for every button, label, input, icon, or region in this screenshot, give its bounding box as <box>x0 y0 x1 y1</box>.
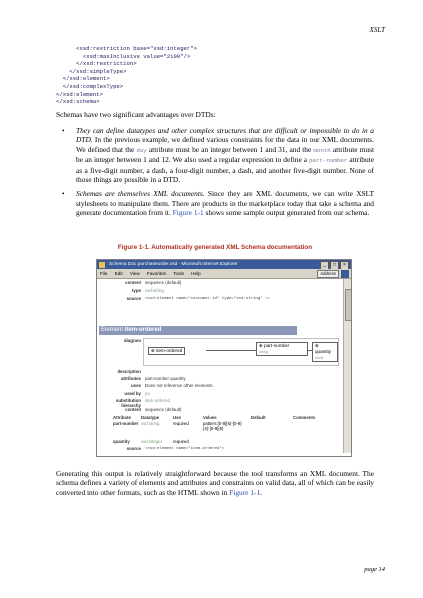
ie-logo-icon <box>341 270 349 278</box>
window-title: Schema Doc purchaseorder.xsd - Microsoft Internet Explorer <box>109 262 238 267</box>
figure-link[interactable]: Figure 1-1 <box>172 208 204 218</box>
cell-datatype[interactable]: xsd:string <box>141 421 160 426</box>
attributes-table <box>103 415 339 445</box>
code-line: </xsd:schema> <box>56 98 100 106</box>
element-header <box>99 326 297 335</box>
bullet-text: attribute as a five-digit number, a dash, a four-digit number, a dash, and another five-digit number. None of those things are possible in a DTD. <box>76 155 374 185</box>
bullet-datatypes <box>56 126 374 184</box>
code-listing <box>56 45 197 106</box>
page-number: page 14 <box>364 566 385 573</box>
menu-bar <box>97 269 351 279</box>
bullet-text: Since they are XML documents, we can write XSLT stylesheets to manipulate them. There are products in the marketplace today that take a schema and generate documentation from it. <box>76 189 374 218</box>
diagram-node[interactable] <box>312 342 338 362</box>
diagram-node-type: short <box>315 356 323 360</box>
window-titlebar <box>97 260 351 269</box>
code-line: </xsd:simpleType> <box>56 67 127 75</box>
row-label: diagram <box>123 338 141 343</box>
row-label: source <box>126 446 141 451</box>
bullet-lead: Schemas are themselves XML documents. <box>76 189 205 199</box>
code-line: </xsd:complexType> <box>56 82 124 90</box>
inline-code: part-number <box>309 157 348 165</box>
minimize-icon[interactable]: _ <box>320 261 329 270</box>
figure-screenshot <box>96 259 352 457</box>
close-icon[interactable]: × <box>340 261 349 270</box>
figure-link[interactable]: Figure 1-1 <box>229 487 261 497</box>
menu-help[interactable]: Help <box>191 271 201 276</box>
diagram-connector <box>206 350 256 351</box>
col-values: Values <box>203 415 217 420</box>
bullet-text: attribute must be an integer between 1 and 31, and the <box>146 144 314 154</box>
code-line: </xsd:element> <box>56 90 103 98</box>
row-value: <xsd:element name="item-ordered"> <box>145 447 225 451</box>
row-value: Does not reference other elements. <box>145 383 214 388</box>
row-value[interactable]: po <box>145 391 150 396</box>
vertical-scrollbar[interactable] <box>343 279 351 453</box>
element-prefix: Element <box>101 327 124 333</box>
col-use: Use <box>173 415 181 420</box>
advantages-list <box>56 126 374 223</box>
row-label: substitution hierarchy <box>115 398 141 408</box>
inline-code: month <box>313 146 331 154</box>
browser-content <box>97 279 351 453</box>
col-default: Default <box>251 415 266 420</box>
browser-icon <box>99 262 105 268</box>
cell-datatype[interactable]: xsd:integer <box>141 439 163 444</box>
row-label: type <box>131 288 141 293</box>
intro-paragraph: Schemas have two significant advantages over DTDs: <box>56 110 216 119</box>
table-row <box>103 421 339 432</box>
col-comments: Comments <box>293 415 316 420</box>
maximize-icon[interactable]: □ <box>330 261 339 270</box>
menu-file[interactable]: File <box>100 271 108 276</box>
bullet-dot-icon: • <box>62 126 65 135</box>
bullet-xml-documents <box>56 189 374 217</box>
diagram-node-name: ⊕ item-ordered <box>151 348 183 353</box>
bullet-text: attribute must be an integer between 1 and 12. We also used a regular expression to define a <box>76 144 374 165</box>
menu-edit[interactable]: Edit <box>114 271 123 276</box>
code-line: </xsd:element> <box>56 75 110 83</box>
col-datatype: Datatype <box>141 415 160 420</box>
cell-values: pattern:[0-9]{5}-[0-9]{4}-[0-9]{5} <box>203 421 242 432</box>
element-diagram <box>143 338 339 366</box>
menu-tools[interactable]: Tools <box>173 271 184 276</box>
bullet-text: shows some sample output generated from our schema. <box>203 208 370 218</box>
row-label: source <box>126 296 141 301</box>
paragraph-text: . <box>260 487 263 497</box>
inline-code: day <box>136 146 147 154</box>
table-row <box>103 439 339 445</box>
address-button[interactable]: Address <box>317 270 339 278</box>
row-value: <xsd:element name="customer-id" type="xsd:string" /> <box>145 297 270 301</box>
row-label: uses <box>130 383 141 388</box>
code-line: <xsd:restriction base="xsd:integer"> <box>56 45 197 52</box>
row-label: content <box>125 280 141 285</box>
row-value[interactable]: item-ordered <box>145 398 170 403</box>
scrollbar-thumb[interactable] <box>345 289 352 321</box>
row-label: attributes <box>120 376 141 381</box>
bullet-lead: They can define datatypes and other complex structures that are difficult or impossible to do in a DTD. <box>76 126 374 145</box>
code-line: <xsd:maxInclusive value="2100"/> <box>56 52 191 60</box>
running-header: XSLT <box>369 26 385 34</box>
row-value: sequence (default) <box>145 280 182 285</box>
element-name: item-ordered <box>124 327 162 333</box>
diagram-node-type: string <box>259 350 268 354</box>
cell-attribute: quantity <box>113 439 130 444</box>
bullet-text: In the previous example, we defined various constraints for the data in our XML documents. We defined that the <box>76 135 374 154</box>
row-label: used by <box>124 391 141 396</box>
row-value: sequence (default) <box>145 407 182 412</box>
bullet-dot-icon: • <box>62 189 65 199</box>
cell-use: required <box>173 439 189 444</box>
diagram-node[interactable] <box>148 347 185 355</box>
col-attribute: Attribute <box>113 415 131 420</box>
menu-view[interactable]: View <box>129 271 140 276</box>
menu-favorites[interactable]: Favorites <box>147 271 166 276</box>
row-label: description <box>117 369 141 374</box>
diagram-node-name: ⊕ quantity <box>315 343 332 354</box>
closing-paragraph <box>56 469 374 497</box>
diagram-node[interactable] <box>256 342 308 356</box>
paragraph-text: Generating this output is relatively straightforward because the tool transforms an XML document. The schema defines a variety of elements and attributes and constraints on valid data, all of which can be easily converted into other formats, such as the HTML shown in <box>56 469 374 497</box>
cell-attribute: part-number <box>113 421 139 426</box>
diagram-node-name: ⊕ part-number <box>259 343 290 348</box>
row-value[interactable]: xsd:string <box>145 288 164 293</box>
code-line: </xsd:restriction> <box>56 60 137 68</box>
row-value: part-number quantity <box>145 376 186 381</box>
cell-use: required <box>173 421 189 426</box>
figure-caption: Figure 1-1. Automatically generated XML Schema documentation <box>117 244 313 251</box>
row-label: content <box>125 407 141 412</box>
